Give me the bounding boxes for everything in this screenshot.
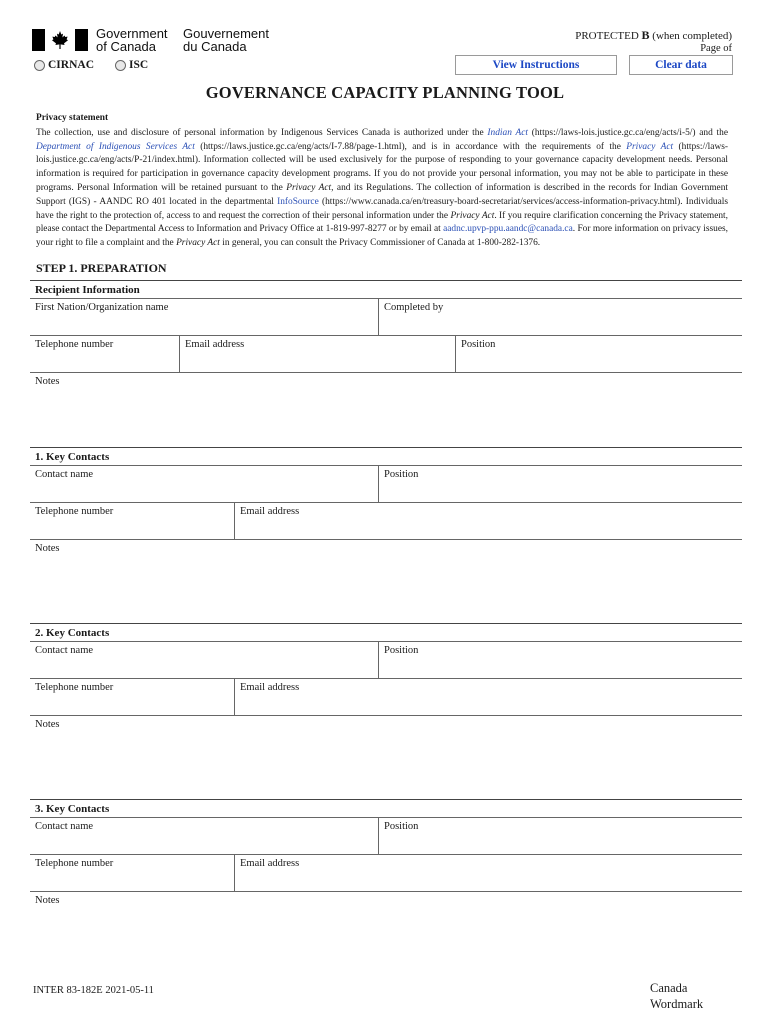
notes-field[interactable]: Notes <box>30 715 742 800</box>
notes-field[interactable]: Notes <box>30 372 742 445</box>
privacy-text: (https://laws-lois.justice.gc.ca/eng/acts/i-5/) and the <box>527 127 728 138</box>
canada-wordmark <box>650 980 703 1012</box>
view-instructions-button[interactable]: View Instructions <box>455 55 617 75</box>
key-contacts-3-section <box>30 799 742 976</box>
contact-name-field[interactable]: Contact name <box>35 469 94 480</box>
org-name-field[interactable]: First Nation/Organization name <box>35 302 169 313</box>
position-field[interactable]: Position <box>455 336 742 372</box>
privacy-text: in general, you can consult the Privacy Commissioner of Canada at 1-800-282-1376. <box>219 238 541 249</box>
privacy-statement <box>36 112 728 251</box>
notes-field[interactable]: Notes <box>30 539 742 624</box>
privacy-email-link[interactable]: aadnc.upvp-ppu.aandc@canada.ca <box>443 224 573 235</box>
radio-cirnac-label: CIRNAC <box>48 59 94 71</box>
position-field[interactable]: Position <box>378 466 742 502</box>
completed-by-field[interactable]: Completed by <box>378 299 742 335</box>
key-contacts-1-section <box>30 447 742 624</box>
canada-flag-logo <box>32 29 88 51</box>
key-contacts-title: 2. Key Contacts <box>35 627 110 639</box>
maple-leaf-icon <box>50 30 70 50</box>
telephone-field[interactable]: Telephone number <box>35 858 114 869</box>
indian-act-link[interactable]: Indian Act <box>487 127 528 138</box>
notes-field[interactable]: Notes <box>30 891 742 976</box>
recipient-title: Recipient Information <box>35 284 140 296</box>
privacy-text: (https://laws-lois.justice.gc.ca/eng/acts/P-21/index.html). Information collected will be used exclusively for the purpose of responding to your governance capacity development needs. Personal information is required for participation in governance capacity development programs. If you do not provide your personal information, you may not be able to participate in these programs. Personal Information will be retained pursuant to the <box>36 141 728 193</box>
wordmark-line1: Canada <box>650 981 688 995</box>
key-contacts-title: 3. Key Contacts <box>35 803 110 815</box>
key-contacts-2-section <box>30 623 742 800</box>
form-row <box>30 817 742 854</box>
key-contacts-title: 1. Key Contacts <box>35 451 110 463</box>
privacy-act-link[interactable]: Privacy Act <box>626 141 674 152</box>
protected-level: B <box>641 28 650 42</box>
privacy-text: . For more information on privacy issues, your right to file a complaint and the <box>36 224 728 249</box>
position-field[interactable]: Position <box>378 642 742 678</box>
position-field[interactable]: Position <box>378 818 742 854</box>
email-field[interactable]: Email address <box>234 503 742 539</box>
email-field[interactable]: Email address <box>234 855 742 891</box>
privacy-act-italic: Privacy Act <box>450 210 495 221</box>
radio-isc[interactable] <box>115 59 148 71</box>
privacy-text: , and its Regulations. The collection of information is described in the records for Indian Government Support (IGS) - AANDC RO 401 located in the departmental <box>36 182 728 207</box>
privacy-heading: Privacy statement <box>36 113 109 123</box>
radio-isc-label: ISC <box>129 59 149 71</box>
government-of-canada-en <box>96 27 168 53</box>
gov-en-line1: Government <box>96 26 168 41</box>
email-field[interactable]: Email address <box>179 336 455 372</box>
gov-fr-line2: du Canada <box>183 39 247 54</box>
gov-fr-line1: Gouvernement <box>183 26 269 41</box>
privacy-act-italic: Privacy Act <box>176 238 220 249</box>
privacy-act-italic: Privacy Act <box>286 182 332 193</box>
contact-name-field[interactable]: Contact name <box>35 821 94 832</box>
privacy-body <box>36 127 728 251</box>
telephone-field[interactable]: Telephone number <box>35 682 114 693</box>
government-of-canada-fr <box>183 27 269 53</box>
protected-note: (when completed) <box>652 30 732 42</box>
radio-circle-icon[interactable] <box>34 60 45 71</box>
protected-b-label <box>575 28 732 43</box>
form-row <box>30 502 742 539</box>
radio-cirnac[interactable] <box>34 59 94 71</box>
protected-text: PROTECTED <box>575 30 639 42</box>
form-row <box>30 465 742 502</box>
infosource-link[interactable]: InfoSource <box>277 196 319 207</box>
form-code: INTER 83-182E 2021-05-11 <box>33 985 154 996</box>
page-of: Page of <box>700 43 732 54</box>
privacy-text: (https://laws.justice.gc.ca/eng/acts/I-7.88/page-1.html), and is in accordance with the requirements of the <box>194 141 627 152</box>
radio-circle-icon[interactable] <box>115 60 126 71</box>
telephone-field[interactable]: Telephone number <box>35 506 114 517</box>
recipient-section <box>30 280 742 445</box>
email-field[interactable]: Email address <box>234 679 742 715</box>
form-row <box>30 335 742 372</box>
form-row <box>30 854 742 891</box>
wordmark-line2: Wordmark <box>650 997 704 1011</box>
step1-heading: STEP 1. PREPARATION <box>36 261 167 275</box>
privacy-text: (https://www.canada.ca/en/treasury-board-secretariat/services/access-information-privacy.html). Individuals have the right to the protection of, access to and request the correction of their personal information under the <box>36 196 728 221</box>
clear-data-button[interactable]: Clear data <box>629 55 733 75</box>
page-title: GOVERNANCE CAPACITY PLANNING TOOL <box>205 83 565 102</box>
telephone-field[interactable]: Telephone number <box>35 339 114 350</box>
privacy-text: . If you require clarification concerning the Privacy statement, please contact the Departmental Access to Information and Privacy Office at 1-819-997-8277 or by email at <box>36 210 728 235</box>
contact-name-field[interactable]: Contact name <box>35 645 94 656</box>
form-row <box>30 641 742 678</box>
form-row <box>30 678 742 715</box>
privacy-text: The collection, use and disclosure of personal information by Indigenous Services Canada is authorized under the <box>36 127 488 138</box>
form-row <box>30 298 742 335</box>
gov-en-line2: of Canada <box>96 39 156 54</box>
dis-act-link[interactable]: Department of Indigenous Services Act <box>36 141 195 152</box>
